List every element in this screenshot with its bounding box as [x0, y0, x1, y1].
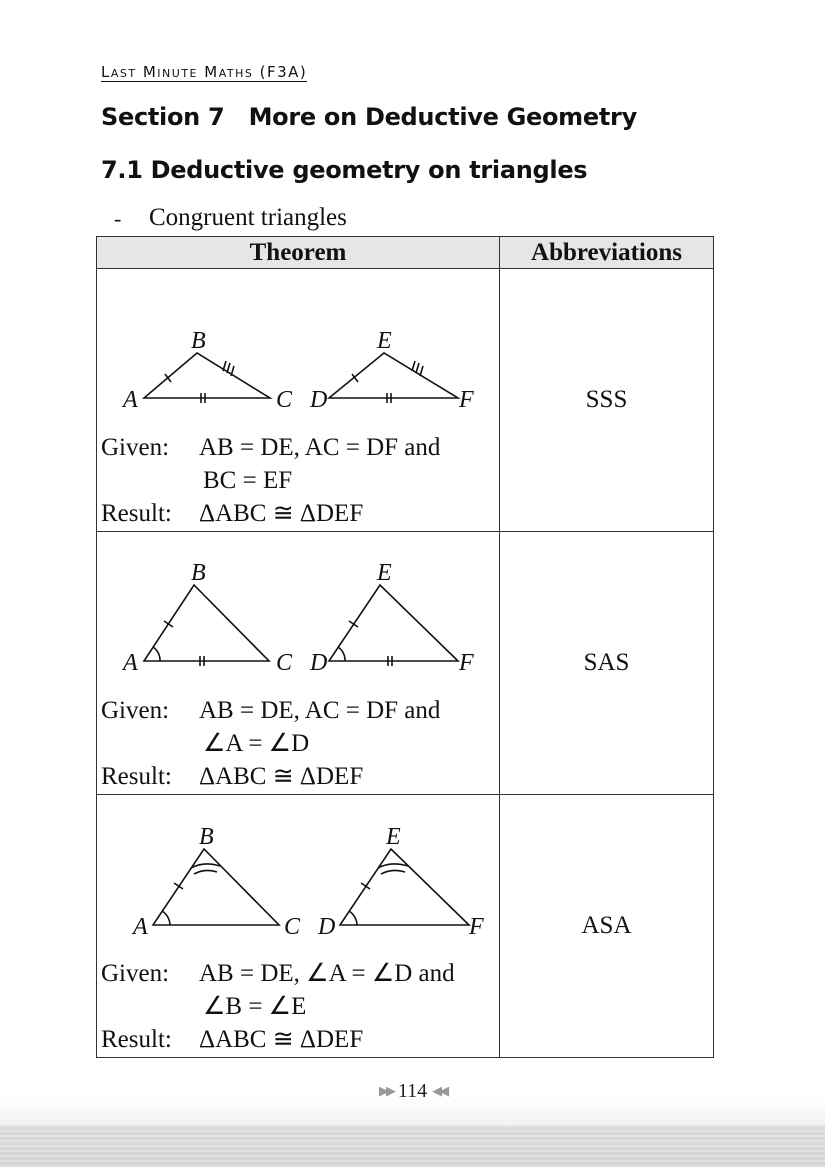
- given-text-line2: ∠A = ∠D: [203, 730, 310, 757]
- tick-ef-3: [420, 366, 423, 376]
- triangle-abc: [144, 585, 269, 661]
- angle-arc-b-inner: [194, 870, 217, 874]
- tick-de: [349, 621, 358, 627]
- given-text-line2: BC = EF: [203, 467, 293, 494]
- theorem-cell-sss: [97, 269, 500, 532]
- vertex-a: A: [133, 914, 148, 940]
- header-theorem: Theorem: [97, 237, 500, 269]
- congruence-table: [96, 236, 714, 1058]
- vertex-e: E: [377, 328, 392, 354]
- vertex-c: C: [276, 650, 293, 676]
- vertex-e: E: [386, 824, 401, 850]
- angle-arc-a: [153, 647, 160, 661]
- given-result-block: [101, 694, 440, 793]
- given-label: Given:: [101, 697, 170, 724]
- table-row: [97, 795, 714, 1058]
- vertex-b: B: [191, 560, 206, 586]
- given-text-line1: AB = DE, AC = DF and: [199, 697, 441, 724]
- vertex-b: B: [199, 824, 214, 850]
- given-text-line2: ∠B = ∠E: [203, 993, 307, 1020]
- vertex-f: F: [459, 387, 474, 413]
- table-header-row: [97, 237, 714, 269]
- abbreviation-sas: SAS: [500, 532, 714, 795]
- given-result-block: [101, 957, 455, 1056]
- vertex-f: F: [469, 914, 484, 940]
- result-label: Result:: [101, 500, 172, 527]
- result-text: ΔABC ≅ ΔDEF: [199, 500, 364, 527]
- vertex-d: D: [310, 387, 328, 413]
- result-label: Result:: [101, 763, 172, 790]
- triangle-def: [329, 585, 458, 661]
- footer-band-lines: [0, 1125, 825, 1167]
- subsection-title: 7.1 Deductive geometry on triangles: [101, 156, 588, 184]
- given-result-block: [101, 431, 440, 530]
- vertex-e: E: [377, 560, 392, 586]
- page-number: 114: [397, 1080, 428, 1102]
- angle-arc-b-outer: [191, 864, 220, 868]
- right-arrows-icon: ▶▶: [378, 1083, 393, 1098]
- theorem-cell-asa: [97, 795, 500, 1058]
- table-row: [97, 269, 714, 532]
- theorem-cell-sas: [97, 532, 500, 795]
- page-footer: [0, 1080, 825, 1103]
- vertex-d: D: [310, 650, 328, 676]
- result-label: Result:: [101, 1026, 172, 1053]
- abbreviation-sss: SSS: [500, 269, 714, 532]
- triangle-abc: [153, 849, 279, 925]
- left-arrows-icon: ◀◀: [432, 1083, 447, 1098]
- given-label: Given:: [101, 960, 170, 987]
- given-text-line1: AB = DE, AC = DF and: [199, 434, 441, 461]
- section-title: Section 7 More on Deductive Geometry: [101, 103, 637, 131]
- given-label: Given:: [101, 434, 170, 461]
- vertex-c: C: [276, 387, 293, 413]
- triangle-def: [340, 849, 469, 925]
- tick-ef-2: [416, 363, 419, 373]
- header-abbreviations: Abbreviations: [500, 237, 714, 269]
- running-head: Last Minute Maths (F3A): [101, 63, 308, 81]
- triangle-def: [329, 353, 458, 398]
- bullet-text: Congruent triangles: [149, 204, 347, 231]
- vertex-a: A: [123, 650, 138, 676]
- angle-arc-e-outer: [378, 864, 408, 868]
- tick-ab: [164, 621, 173, 627]
- vertex-d: D: [318, 914, 336, 940]
- triangle-abc: [144, 353, 270, 398]
- angle-arc-a: [162, 911, 170, 925]
- result-text: ΔABC ≅ ΔDEF: [199, 763, 364, 790]
- angle-arc-d: [338, 647, 345, 661]
- angle-arc-e-inner: [381, 870, 405, 874]
- bullet-dash: -: [114, 206, 122, 231]
- abbreviation-asa: ASA: [500, 795, 714, 1058]
- table-row: [97, 532, 714, 795]
- tick-ef-1: [412, 361, 415, 371]
- vertex-a: A: [123, 387, 138, 413]
- given-text-line1: AB = DE, ∠A = ∠D and: [199, 960, 455, 987]
- vertex-f: F: [459, 650, 474, 676]
- angle-arc-d: [349, 911, 357, 925]
- vertex-b: B: [191, 328, 206, 354]
- result-text: ΔABC ≅ ΔDEF: [199, 1026, 364, 1053]
- vertex-c: C: [284, 914, 301, 940]
